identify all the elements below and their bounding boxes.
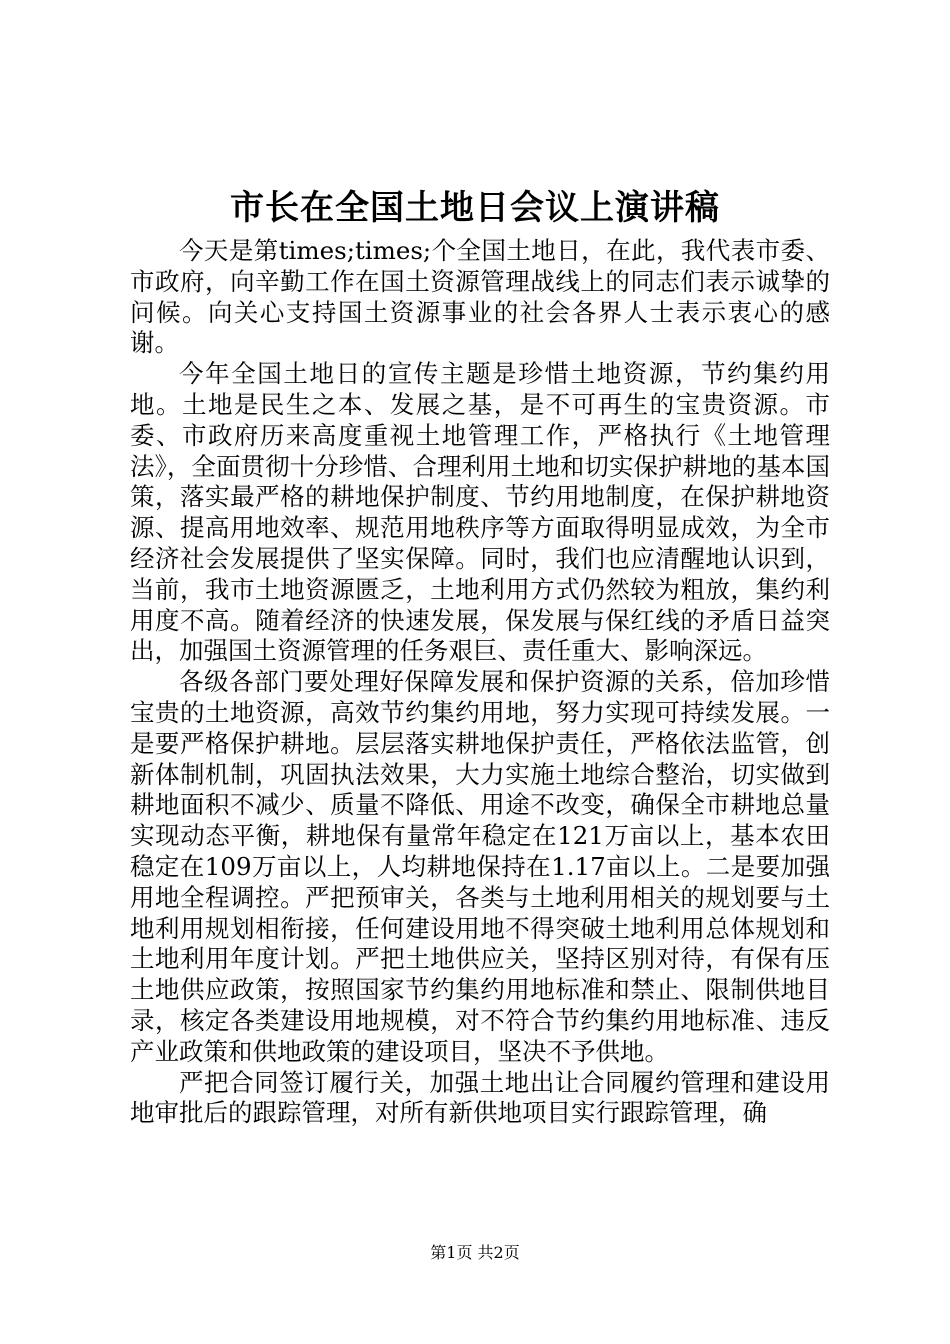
document-body [130,236,830,1129]
page-footer: 第1页 共2页 [430,1243,520,1262]
document-title: 市长在全国土地日会议上演讲稿 [230,188,720,228]
paragraph: 今天是第times;times;个全国土地日，在此，我代表市委、市政府，向辛勤工作在国土资源管理战线上的同志们表示诚挚的问候。向关心支持国土资源事业的社会各界人士表示衷心的感谢。 [130,236,830,358]
paragraph: 今年全国土地日的宣传主题是珍惜土地资源，节约集约用地。土地是民生之本、发展之基，是不可再生的宝贵资源。市委、市政府历来高度重视土地管理工作，严格执行《土地管理法》，全面贯彻十分珍惜、合理利用土地和切实保护耕地的基本国策，落实最严格的耕地保护制度、节约用地制度，在保护耕地资源、提高用地效率、规范用地秩序等方面取得明显成效，为全市经济社会发展提供了坚实保障。同时，我们也应清醒地认识到，当前，我市土地资源匮乏，土地利用方式仍然较为粗放，集约利用度不高。随着经济的快速发展，保发展与保红线的矛盾日益突出，加强国土资源管理的任务艰巨、责任重大、影响深远。 [130,359,830,666]
paragraph: 严把合同签订履行关，加强土地出让合同履约管理和建设用地审批后的跟踪管理，对所有新供地项目实行跟踪管理，确 [130,1067,830,1128]
paragraph: 各级各部门要处理好保障发展和保护资源的关系，倍加珍惜宝贵的土地资源，高效节约集约用地，努力实现可持续发展。一是要严格保护耕地。层层落实耕地保护责任，严格依法监管，创新体制机制，巩固执法效果，大力实施土地综合整治，切实做到耕地面积不减少、质量不降低、用途不改变，确保全市耕地总量实现动态平衡，耕地保有量常年稳定在121万亩以上，基本农田稳定在109万亩以上，人均耕地保持在1.17亩以上。二是要加强用地全程调控。严把预审关，各类与土地利用相关的规划要与土地利用规划相衔接，任何建设用地不得突破土地利用总体规划和土地利用年度计划。严把土地供应关，坚持区别对待，有保有压土地供应政策，按照国家节约集约用地标准和禁止、限制供地目录，核定各类建设用地规模，对不符合节约集约用地标准、违反产业政策和供地政策的建设项目，坚决不予供地。 [130,667,830,1066]
